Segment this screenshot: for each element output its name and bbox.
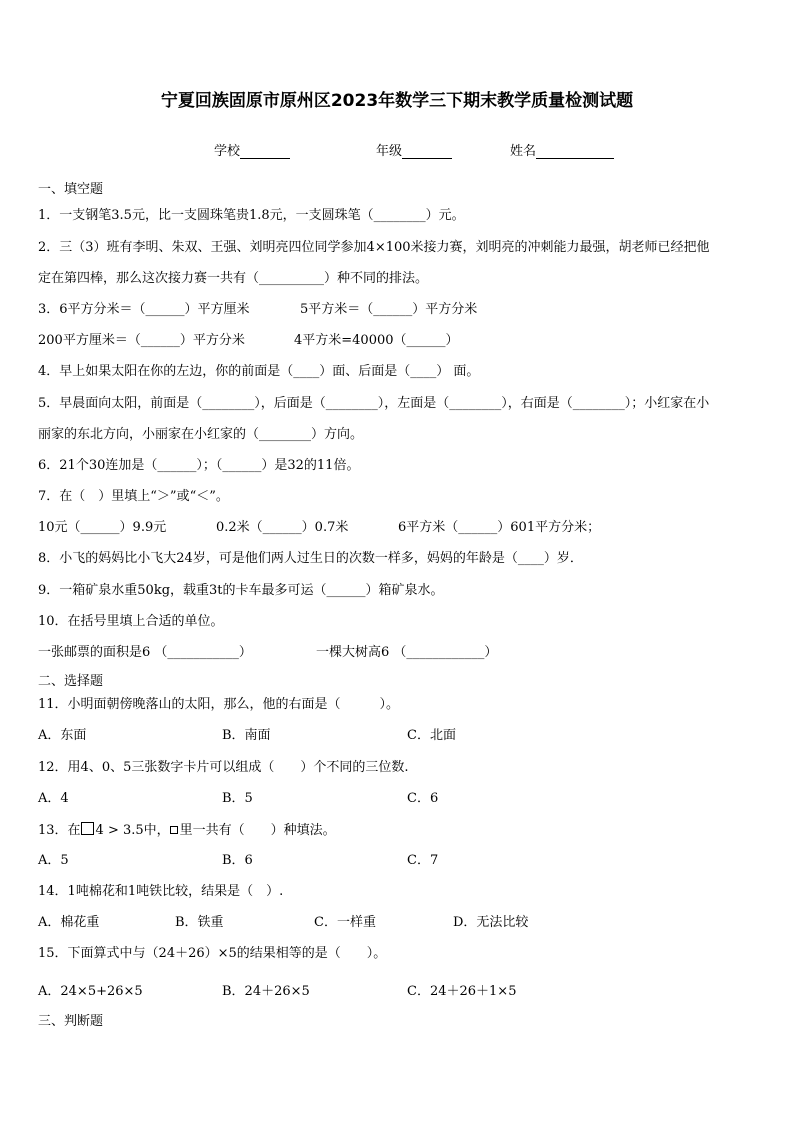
question-3-part-1: 3．6平方分米＝（______）平方厘米 xyxy=(38,302,250,317)
question-15-option-c: C．24＋26＋1×5 xyxy=(407,984,517,999)
name-field xyxy=(510,140,614,159)
question-14: 14．1吨棉花和1吨铁比较，结果是（ ）. xyxy=(38,884,284,899)
section-heading-fill-in: 一、填空题 xyxy=(38,182,104,197)
question-12-option-a: A．4 xyxy=(38,791,69,806)
question-5-line-1: 5．早晨面向太阳，前面是（________），后面是（________），左面是（________），右面是（________）；小红家在小 xyxy=(38,396,710,411)
name-blank xyxy=(536,144,614,159)
question-15-option-b: B．24＋26×5 xyxy=(222,984,310,999)
question-5-line-2: 丽家的东北方向，小丽家在小红家的（________）方向。 xyxy=(38,427,364,442)
question-13-suffix: 里一共有（ ）种填法。 xyxy=(179,823,336,838)
question-10: 10．在括号里填上合适的单位。 xyxy=(38,614,224,629)
question-11: 11．小明面朝傍晚落山的太阳，那么，他的右面是（ ）。 xyxy=(38,697,400,712)
school-field xyxy=(214,140,290,159)
question-3-part-4: 4平方米=40000（______） xyxy=(294,333,459,348)
question-13-option-b: B．6 xyxy=(222,853,253,868)
grade-blank xyxy=(402,144,452,159)
question-12-option-b: B．5 xyxy=(222,791,253,806)
question-11-option-b: B．南面 xyxy=(222,728,271,743)
small-box-icon xyxy=(170,826,178,834)
question-10-item-1: 一张邮票的面积是6 （___________） xyxy=(38,645,252,660)
question-11-option-a: A．东面 xyxy=(38,728,87,743)
question-1: 1．一支钢笔3.5元，比一支圆珠笔贵1.8元，一支圆珠笔（________）元。 xyxy=(38,208,465,223)
page-title: 宁夏回族固原市原州区2023年数学三下期末教学质量检测试题 xyxy=(160,91,634,111)
section-heading-true-false: 三、判断题 xyxy=(38,1014,104,1029)
question-11-option-c: C．北面 xyxy=(407,728,456,743)
name-label: 姓名 xyxy=(510,144,537,159)
question-13-option-a: A．5 xyxy=(38,853,69,868)
school-label: 学校 xyxy=(214,144,241,159)
question-2-line-1: 2．三（3）班有李明、朱双、王强、刘明亮四位同学参加4×100米接力赛，刘明亮的冲刺能力最强，胡老师已经把他 xyxy=(38,240,710,255)
question-15: 15．下面算式中与（24＋26）×5的结果相等的是（ ）。 xyxy=(38,946,387,961)
question-12-option-c: C．6 xyxy=(407,791,439,806)
grade-field xyxy=(376,140,452,159)
question-13-option-c: C．7 xyxy=(407,853,439,868)
question-6: 6．21个30连加是（______）；（______）是32的11倍。 xyxy=(38,458,360,473)
question-2-line-2: 定在第四棒，那么这次接力赛一共有（__________）种不同的排法。 xyxy=(38,271,429,286)
question-13-prefix: 13．在 xyxy=(38,823,81,838)
grade-label: 年级 xyxy=(376,144,403,159)
question-14-option-b: B．铁重 xyxy=(175,915,224,930)
question-10-item-2: 一棵大树高6 （____________） xyxy=(316,645,498,660)
blank-box-icon xyxy=(81,822,94,835)
question-9: 9．一箱矿泉水重50kg，载重3t的卡车最多可运（______）箱矿泉水。 xyxy=(38,583,444,598)
question-7-item-3: 6平方米（______）601平方分米； xyxy=(398,520,601,535)
question-13 xyxy=(38,822,336,839)
question-7: 7．在（ ）里填上“＞”或“＜”。 xyxy=(38,489,229,504)
question-13-inequality: 4 > 3.5中， xyxy=(95,823,170,838)
question-12: 12．用4、0、5三张数字卡片可以组成（ ）个不同的三位数. xyxy=(38,760,409,775)
question-14-option-c: C．一样重 xyxy=(314,915,376,930)
section-heading-choice: 二、选择题 xyxy=(38,674,104,689)
question-3-part-2: 5平方米＝（______）平方分米 xyxy=(300,302,478,317)
school-blank xyxy=(240,144,290,159)
question-14-option-a: A．棉花重 xyxy=(38,915,100,930)
question-14-option-d: D．无法比较 xyxy=(453,915,529,930)
question-3-part-3: 200平方厘米＝（______）平方分米 xyxy=(38,333,245,348)
question-15-option-a: A．24×5+26×5 xyxy=(38,984,143,999)
question-8: 8．小飞的妈妈比小飞大24岁，可是他们两人过生日的次数一样多，妈妈的年龄是（____）岁． xyxy=(38,551,583,566)
question-4: 4．早上如果太阳在你的左边，你的前面是（____）面、后面是（____） 面。 xyxy=(38,364,480,379)
question-7-item-2: 0.2米（______）0.7米 xyxy=(216,520,349,535)
question-7-item-1: 10元（______）9.9元 xyxy=(38,520,167,535)
